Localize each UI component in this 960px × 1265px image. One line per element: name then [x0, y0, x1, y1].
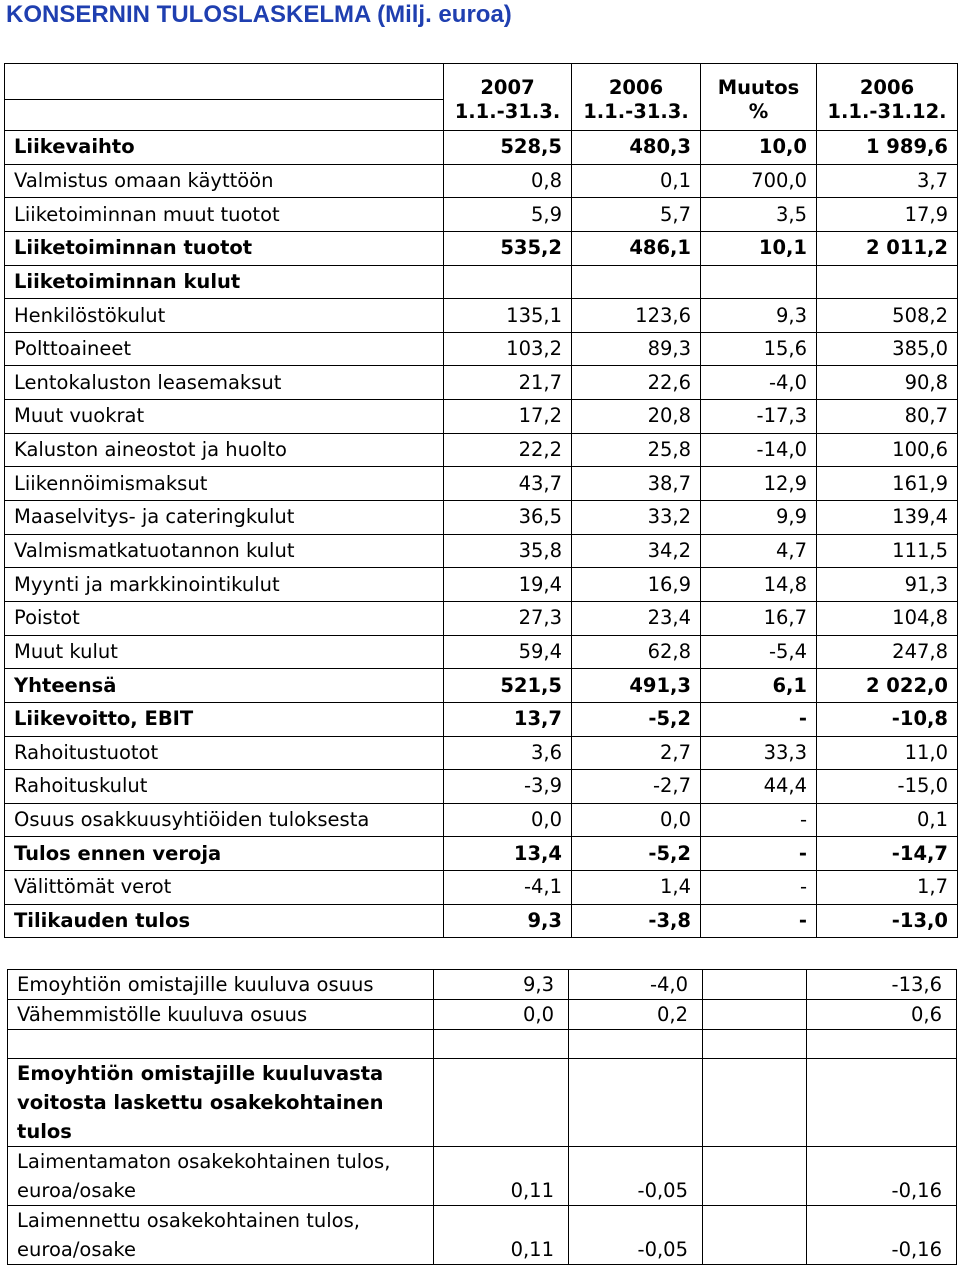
- table-row: [5, 702, 958, 736]
- value-2007-q1: 528,5: [444, 131, 572, 165]
- value-2007-q1: 103,2: [444, 332, 572, 366]
- row-label: Lentokaluston leasemaksut: [5, 366, 444, 400]
- value-2006-full: 90,8: [817, 366, 958, 400]
- value-2006-q1: 25,8: [572, 433, 701, 467]
- value-2006-full: 3,7: [817, 164, 958, 198]
- value-2007-q1: 9,3: [434, 970, 569, 1000]
- table-row: [5, 770, 958, 804]
- value-change-pct: [701, 265, 817, 299]
- value-change-pct: -17,3: [701, 400, 817, 434]
- eps-heading-row: [8, 1059, 957, 1147]
- table-row: [5, 131, 958, 165]
- value-2007-q1: -3,9: [444, 770, 572, 804]
- row-label: Rahoituskulut: [5, 770, 444, 804]
- table-row: [5, 568, 958, 602]
- row-label: Myynti ja markkinointikulut: [5, 568, 444, 602]
- row-label: Tulos ennen veroja: [5, 837, 444, 871]
- row-label: Liikevaihto: [5, 131, 444, 165]
- value-2006-q1: 33,2: [572, 501, 701, 535]
- row-label: Muut vuokrat: [5, 400, 444, 434]
- value-2006-full: -13,6: [807, 970, 957, 1000]
- value-2007-q1: 19,4: [444, 568, 572, 602]
- table-row: [5, 736, 958, 770]
- table-row: [5, 433, 958, 467]
- value-2006-full: 17,9: [817, 198, 958, 232]
- value-change-pct: 3,5: [701, 198, 817, 232]
- value-2006-q1: 0,1: [572, 164, 701, 198]
- value-2006-full: 0,1: [817, 803, 958, 837]
- value-change-pct: -: [701, 837, 817, 871]
- row-label: Osuus osakkuusyhtiöiden tuloksesta: [5, 803, 444, 837]
- table-row: [5, 837, 958, 871]
- value-2007-q1: 21,7: [444, 366, 572, 400]
- value-change-pct: 14,8: [701, 568, 817, 602]
- value-2006-full: -13,0: [817, 904, 958, 938]
- header-blank-cell: [5, 64, 444, 100]
- value-2006-q1: 22,6: [572, 366, 701, 400]
- table-row: [5, 803, 958, 837]
- empty-cell: [569, 1059, 703, 1147]
- row-label: Liikennöimismaksut: [5, 467, 444, 501]
- value-2006-full: 104,8: [817, 601, 958, 635]
- header-change: Muutos: [701, 64, 817, 100]
- value-2007-q1: 535,2: [444, 231, 572, 265]
- row-label: Laimennettu osakekohtainen tulos, euroa/osake: [8, 1206, 434, 1265]
- header-year-2007: 2007: [444, 64, 572, 100]
- value-2006-q1: -0,05: [569, 1147, 703, 1206]
- eps-heading: Emoyhtiön omistajille kuuluvasta voitosta laskettu osakekohtainen tulos: [8, 1059, 434, 1147]
- row-label: Vähemmistölle kuuluva osuus: [8, 1000, 434, 1030]
- document-title: KONSERNIN TULOSLASKELMA (Milj. euroa): [6, 1, 512, 28]
- value-2006-q1: 89,3: [572, 332, 701, 366]
- empty-cell: [703, 1059, 807, 1147]
- value-2006-full: 80,7: [817, 400, 958, 434]
- value-2006-full: 11,0: [817, 736, 958, 770]
- income-statement-table: [4, 63, 958, 938]
- value-2006-full: -0,16: [807, 1206, 957, 1265]
- value-2006-q1: 62,8: [572, 635, 701, 669]
- value-2007-q1: 17,2: [444, 400, 572, 434]
- value-2006-full: [817, 265, 958, 299]
- value-2007-q1: 59,4: [444, 635, 572, 669]
- value-2007-q1: 9,3: [444, 904, 572, 938]
- table-row: [5, 400, 958, 434]
- value-2006-q1: 34,2: [572, 534, 701, 568]
- value-2006-q1: 20,8: [572, 400, 701, 434]
- value-2006-q1: 23,4: [572, 601, 701, 635]
- value-2006-q1: 491,3: [572, 669, 701, 703]
- allocation-row: [8, 970, 957, 1000]
- value-change-pct: 10,0: [701, 131, 817, 165]
- value-change-pct: -14,0: [701, 433, 817, 467]
- value-2006-q1: [572, 265, 701, 299]
- value-change-pct: -5,4: [701, 635, 817, 669]
- value-2006-full: -0,16: [807, 1147, 957, 1206]
- row-label: Liiketoiminnan kulut: [5, 265, 444, 299]
- value-2007-q1: 0,0: [444, 803, 572, 837]
- row-label: Maaselvitys- ja cateringkulut: [5, 501, 444, 535]
- row-label: Liiketoiminnan tuotot: [5, 231, 444, 265]
- row-label: Emoyhtiön omistajille kuuluva osuus: [8, 970, 434, 1000]
- value-2006-full: 0,6: [807, 1000, 957, 1030]
- value-2006-full: 508,2: [817, 299, 958, 333]
- table-row: [5, 198, 958, 232]
- row-label: Liiketoiminnan muut tuotot: [5, 198, 444, 232]
- value-2007-q1: 135,1: [444, 299, 572, 333]
- value-2006-full: -14,7: [817, 837, 958, 871]
- value-2006-q1: -2,7: [572, 770, 701, 804]
- value-2007-q1: 5,9: [444, 198, 572, 232]
- header-year-2006-full: 2006: [817, 64, 958, 100]
- row-label: Kaluston aineostot ja huolto: [5, 433, 444, 467]
- table-row: [5, 231, 958, 265]
- value-2007-q1: [444, 265, 572, 299]
- table-row: [5, 164, 958, 198]
- value-2007-q1: 521,5: [444, 669, 572, 703]
- value-change-pct: -: [701, 871, 817, 905]
- value-2006-full: -15,0: [817, 770, 958, 804]
- row-label: Valmismatkatuotannon kulut: [5, 534, 444, 568]
- value-change-pct: [703, 970, 807, 1000]
- value-2006-q1: 16,9: [572, 568, 701, 602]
- value-2006-full: 2 011,2: [817, 231, 958, 265]
- table-row: [5, 467, 958, 501]
- row-label: Henkilöstökulut: [5, 299, 444, 333]
- table-row: [5, 669, 958, 703]
- value-change-pct: 15,6: [701, 332, 817, 366]
- value-2006-full: 139,4: [817, 501, 958, 535]
- value-2006-full: 111,5: [817, 534, 958, 568]
- value-2006-q1: 5,7: [572, 198, 701, 232]
- value-2006-full: 2 022,0: [817, 669, 958, 703]
- value-2007-q1: 0,11: [434, 1206, 569, 1265]
- value-2006-q1: 1,4: [572, 871, 701, 905]
- value-2006-full: 161,9: [817, 467, 958, 501]
- header-year-2006-q1: 2006: [572, 64, 701, 100]
- value-2006-q1: 38,7: [572, 467, 701, 501]
- value-change-pct: 33,3: [701, 736, 817, 770]
- header-period-2007: 1.1.-31.3.: [444, 100, 572, 131]
- value-2006-full: 1,7: [817, 871, 958, 905]
- empty-cell: [703, 1030, 807, 1059]
- value-2007-q1: 27,3: [444, 601, 572, 635]
- value-2006-q1: -3,8: [572, 904, 701, 938]
- table-row: [5, 501, 958, 535]
- value-change-pct: 4,7: [701, 534, 817, 568]
- value-2006-full: 247,8: [817, 635, 958, 669]
- table-row: [5, 534, 958, 568]
- row-label: Muut kulut: [5, 635, 444, 669]
- table-row: [5, 366, 958, 400]
- row-label: Liikevoitto, EBIT: [5, 702, 444, 736]
- value-2007-q1: 0,0: [434, 1000, 569, 1030]
- value-change-pct: [703, 1147, 807, 1206]
- row-label: Välittömät verot: [5, 871, 444, 905]
- value-change-pct: -: [701, 803, 817, 837]
- value-2007-q1: -4,1: [444, 871, 572, 905]
- value-2006-full: 1 989,6: [817, 131, 958, 165]
- value-2006-q1: 480,3: [572, 131, 701, 165]
- value-change-pct: 9,3: [701, 299, 817, 333]
- value-2007-q1: 36,5: [444, 501, 572, 535]
- empty-cell: [434, 1030, 569, 1059]
- value-2006-q1: 123,6: [572, 299, 701, 333]
- value-2007-q1: 0,11: [434, 1147, 569, 1206]
- header-row-periods: [5, 100, 958, 131]
- spacer-row: [8, 1030, 957, 1059]
- empty-cell: [807, 1059, 957, 1147]
- value-change-pct: 16,7: [701, 601, 817, 635]
- value-2007-q1: 13,7: [444, 702, 572, 736]
- header-period-2006-full: 1.1.-31.12.: [817, 100, 958, 131]
- row-label: Rahoitustuotot: [5, 736, 444, 770]
- value-change-pct: [703, 1000, 807, 1030]
- table-row: [5, 904, 958, 938]
- empty-cell: [434, 1059, 569, 1147]
- empty-cell: [569, 1030, 703, 1059]
- value-2007-q1: 43,7: [444, 467, 572, 501]
- row-label: Valmistus omaan käyttöön: [5, 164, 444, 198]
- eps-row: [8, 1147, 957, 1206]
- value-2006-full: 91,3: [817, 568, 958, 602]
- value-change-pct: 700,0: [701, 164, 817, 198]
- table-row: [5, 299, 958, 333]
- value-2007-q1: 3,6: [444, 736, 572, 770]
- value-change-pct: -4,0: [701, 366, 817, 400]
- value-2006-q1: -4,0: [569, 970, 703, 1000]
- row-label: Poistot: [5, 601, 444, 635]
- eps-row: [8, 1206, 957, 1265]
- value-change-pct: 6,1: [701, 669, 817, 703]
- header-change-unit: %: [701, 100, 817, 131]
- value-change-pct: 9,9: [701, 501, 817, 535]
- value-2006-q1: 486,1: [572, 231, 701, 265]
- value-2006-q1: 2,7: [572, 736, 701, 770]
- empty-cell: [8, 1030, 434, 1059]
- value-2007-q1: 0,8: [444, 164, 572, 198]
- table-row: [5, 332, 958, 366]
- value-change-pct: 12,9: [701, 467, 817, 501]
- header-period-2006-q1: 1.1.-31.3.: [572, 100, 701, 131]
- row-label: Yhteensä: [5, 669, 444, 703]
- value-2006-q1: 0,2: [569, 1000, 703, 1030]
- allocation-eps-table: [7, 969, 957, 1265]
- row-label: Polttoaineet: [5, 332, 444, 366]
- table-row: [5, 601, 958, 635]
- value-2006-full: 385,0: [817, 332, 958, 366]
- value-change-pct: [703, 1206, 807, 1265]
- empty-cell: [807, 1030, 957, 1059]
- value-2007-q1: 22,2: [444, 433, 572, 467]
- table-row: [5, 871, 958, 905]
- value-2006-q1: -5,2: [572, 702, 701, 736]
- header-blank-cell: [5, 100, 444, 131]
- value-2006-full: -10,8: [817, 702, 958, 736]
- value-change-pct: 44,4: [701, 770, 817, 804]
- table-row: [5, 265, 958, 299]
- header-row-years: [5, 64, 958, 100]
- value-change-pct: -: [701, 702, 817, 736]
- value-change-pct: -: [701, 904, 817, 938]
- value-2006-full: 100,6: [817, 433, 958, 467]
- value-2006-q1: -5,2: [572, 837, 701, 871]
- value-2007-q1: 35,8: [444, 534, 572, 568]
- allocation-row: [8, 1000, 957, 1030]
- row-label: Tilikauden tulos: [5, 904, 444, 938]
- value-2006-q1: 0,0: [572, 803, 701, 837]
- value-2006-q1: -0,05: [569, 1206, 703, 1265]
- value-2007-q1: 13,4: [444, 837, 572, 871]
- row-label: Laimentamaton osakekohtainen tulos, euroa/osake: [8, 1147, 434, 1206]
- value-change-pct: 10,1: [701, 231, 817, 265]
- table-row: [5, 635, 958, 669]
